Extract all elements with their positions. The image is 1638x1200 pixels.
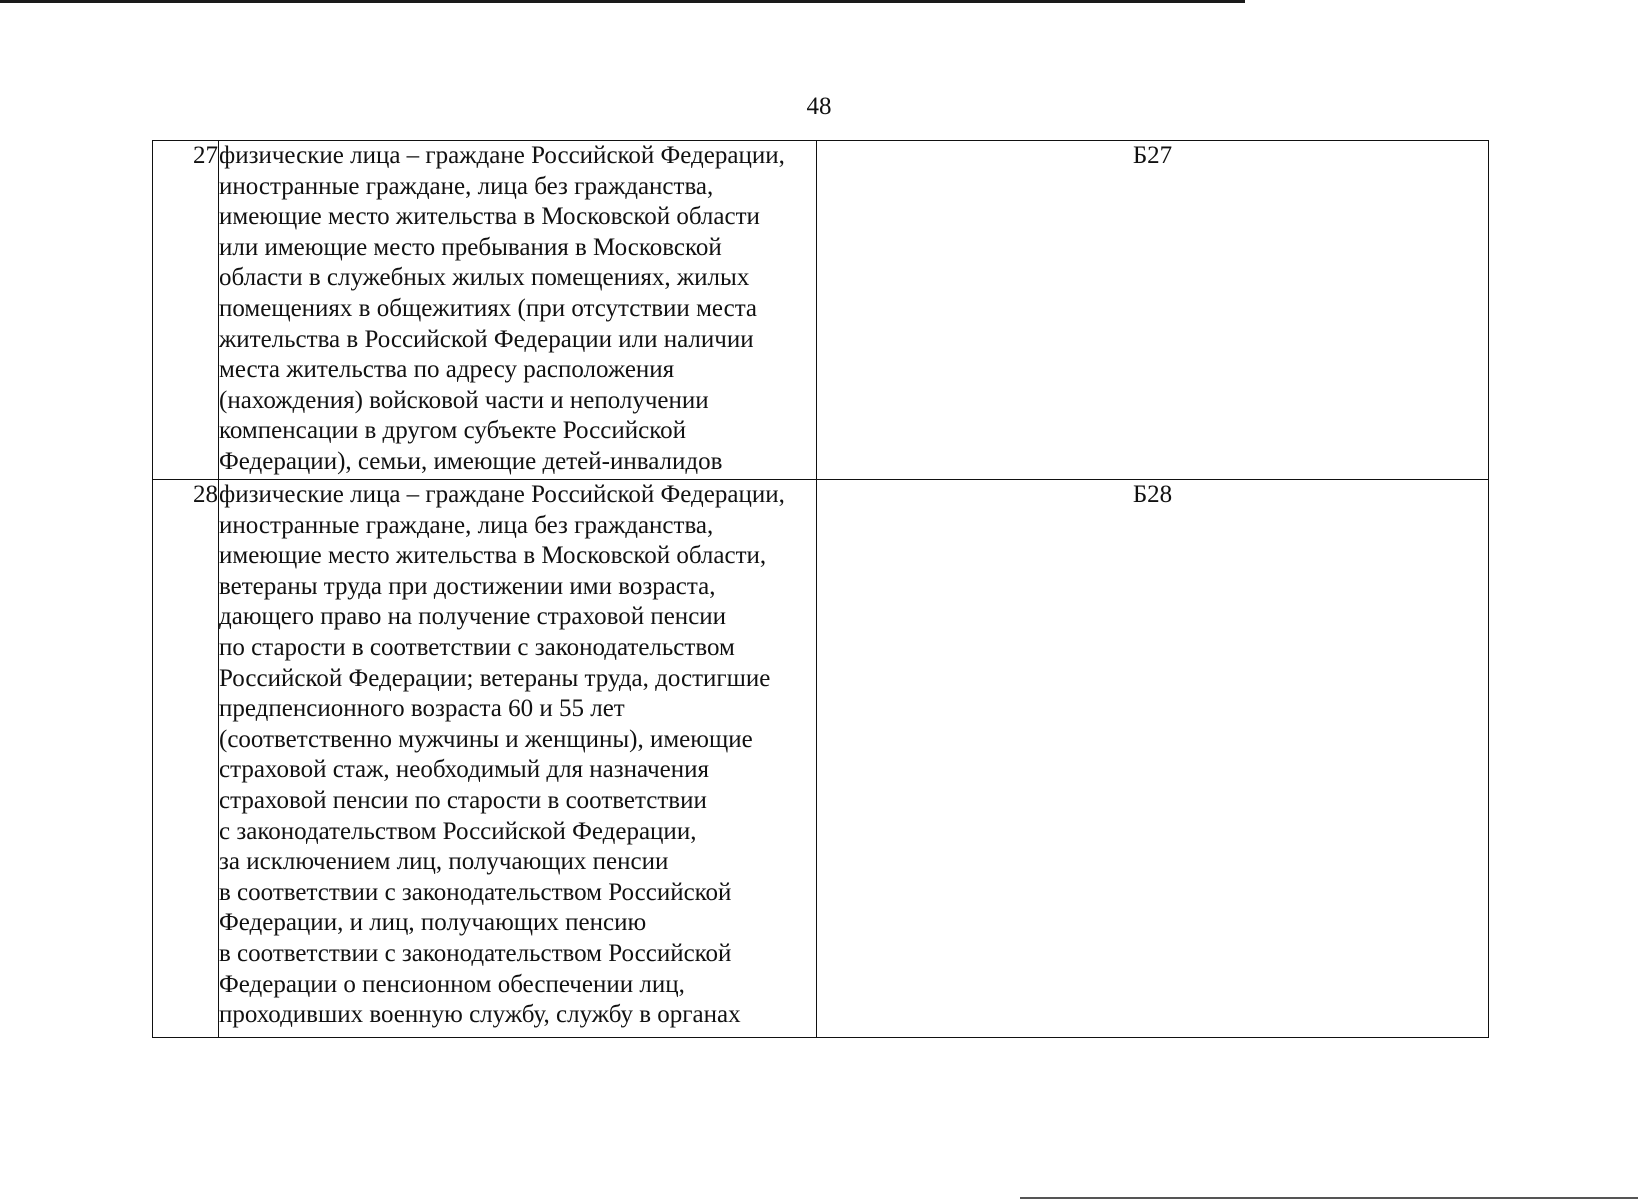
description-line: физические лица – граждане Российской Федерации, xyxy=(219,142,785,169)
description-line: страховой стаж, необходимый для назначения xyxy=(219,756,710,784)
row-description xyxy=(219,141,817,480)
row-number: 27 xyxy=(153,141,219,480)
description-line: имеющие место жительства в Московской области, xyxy=(219,542,767,570)
description-line: или имеющие место пребывания в Московской xyxy=(219,233,722,261)
description-line: в соответствии с законодательством Российской xyxy=(219,878,732,906)
description-line: проходивших военную службу, службу в органах xyxy=(219,1001,741,1029)
description-line: иностранные граждане, лица без гражданства, xyxy=(219,511,714,539)
description-line: дающего право на получение страховой пенсии xyxy=(219,603,727,631)
page-number: 48 xyxy=(806,93,832,120)
description-line: жительства в Российской Федерации или наличии xyxy=(219,325,754,353)
description-line: помещениях в общежитиях (при отсутствии места xyxy=(219,294,758,322)
description-line: Федерации, и лиц, получающих пенсию xyxy=(219,909,647,937)
table-row-27 xyxy=(153,141,1489,480)
description-line: Федерации о пенсионном обеспечении лиц, xyxy=(219,970,685,998)
description-line: предпенсионного возраста 60 и 55 лет xyxy=(219,695,625,723)
benefit-table xyxy=(152,140,1489,1038)
description-line: с законодательством Российской Федерации, xyxy=(219,817,697,845)
row-number: 28 xyxy=(153,480,219,1038)
description-line: ветераны труда при достижении ими возраста, xyxy=(219,572,716,600)
description-line: (соответственно мужчины и женщины), имеющие xyxy=(219,725,753,753)
description-line: области в служебных жилых помещениях, жилых xyxy=(219,264,750,292)
description-line: по старости в соответствии с законодательством xyxy=(219,633,735,661)
description-line: Федерации), семьи, имеющие детей-инвалидов xyxy=(219,447,723,475)
description-line: имеющие место жительства в Московской области xyxy=(219,203,760,231)
description-line: (нахождения) войсковой части и неполучении xyxy=(219,386,709,414)
row-code: Б28 xyxy=(817,480,1489,1038)
description-line: компенсации в другом субъекте Российской xyxy=(219,417,686,445)
description-line: физические лица – граждане Российской Федерации, xyxy=(219,481,785,508)
description-line: места жительства по адресу расположения xyxy=(219,356,675,384)
description-line: иностранные граждане, лица без гражданства, xyxy=(219,172,714,200)
row-description xyxy=(219,480,817,1038)
description-line: Российской Федерации; ветераны труда, достигшие xyxy=(219,664,771,692)
description-line: в соответствии с законодательством Российской xyxy=(219,939,732,967)
table-row-28 xyxy=(153,480,1489,1038)
description-line: за исключением лиц, получающих пенсии xyxy=(219,848,669,876)
row-code: Б27 xyxy=(817,141,1489,480)
description-line: страховой пенсии по старости в соответствии xyxy=(219,786,707,814)
top-scan-edge xyxy=(0,0,1245,3)
bottom-scan-edge xyxy=(1020,1197,1638,1199)
